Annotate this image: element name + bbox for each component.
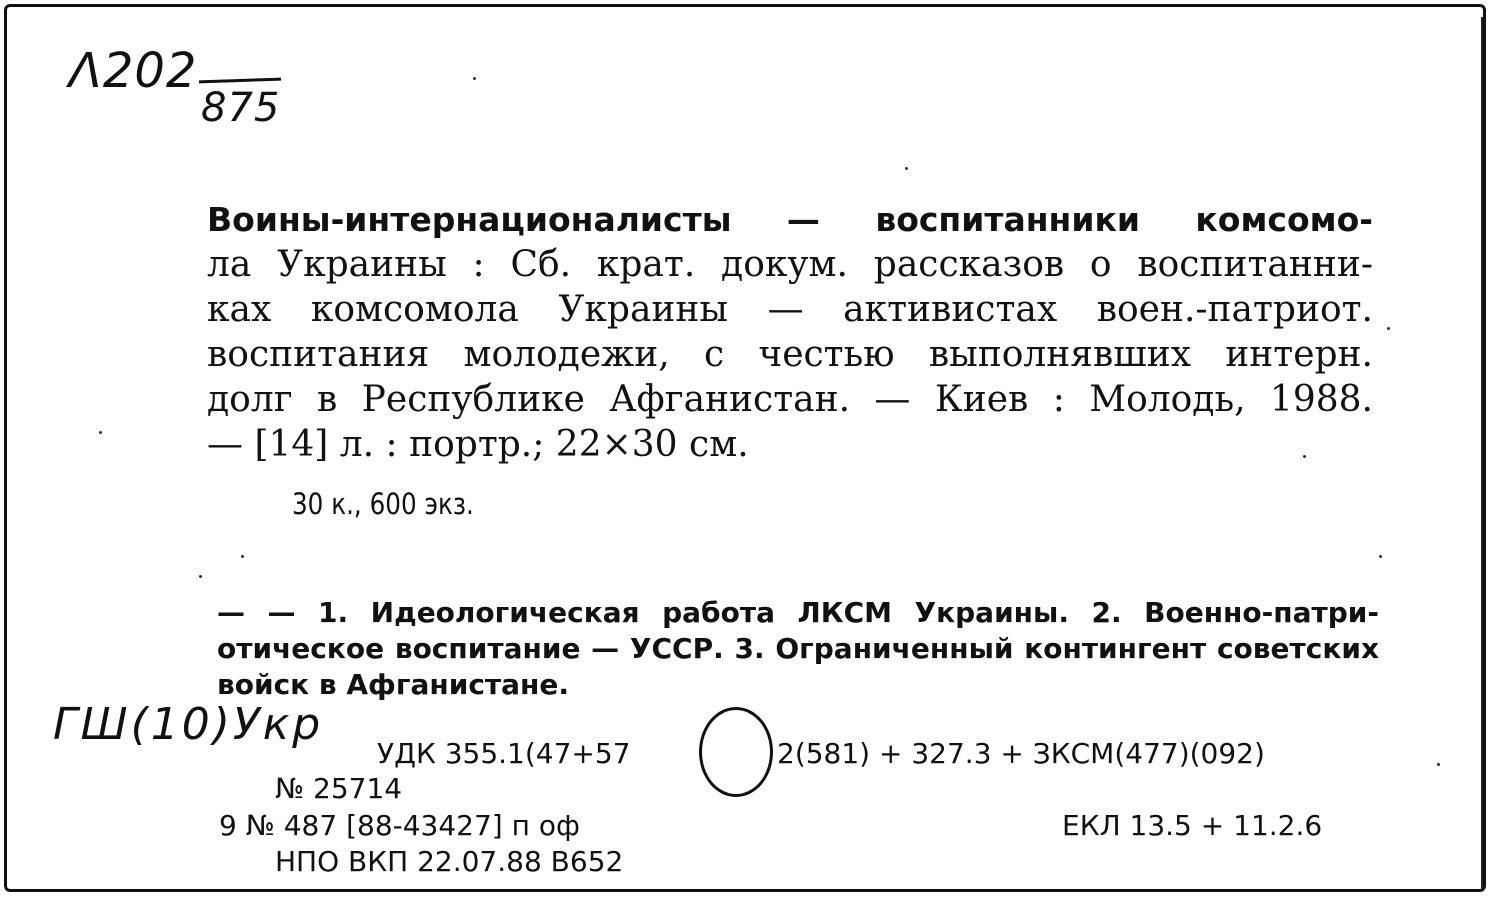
print-speck	[199, 575, 202, 578]
registration-number: № 25714	[275, 772, 403, 805]
print-speck	[1379, 555, 1382, 558]
handwritten-classification-code: ГШ(10)Укр	[53, 699, 324, 750]
subject-headings	[217, 595, 1379, 703]
print-speck	[1303, 455, 1306, 458]
entry-line-4: воспитания молодежи, с честью выполнявших интерн.	[207, 334, 1373, 375]
print-speck	[905, 167, 908, 170]
order-number: 9 № 487 [88-43427] п оф	[219, 809, 580, 842]
print-speck	[241, 555, 244, 558]
entry-line-3: ках комсомола Украины — активистах воен.-патриот.	[207, 289, 1373, 330]
call-number-divider	[199, 78, 281, 84]
print-speck	[1387, 327, 1390, 330]
punch-hole-circle	[699, 707, 773, 797]
entry-line-5: долг в Республике Афганистан. — Киев : Молодь, 1988.	[207, 379, 1373, 420]
handwritten-call-subnumber: 875	[201, 85, 281, 131]
catalog-card	[4, 4, 1486, 892]
subject-line-3: войск в Афганистане.	[217, 668, 570, 701]
price-and-print-run: 30 к., 600 экз.	[292, 487, 474, 521]
entry-line-1: Воины-интернационалисты — воспитанники комсомо-	[207, 200, 1373, 239]
npo-imprint: НПО ВКП 22.07.88 В652	[275, 845, 624, 878]
udk-right: 2(581) + 327.3 + ЗКСМ(477)(092)	[777, 737, 1265, 770]
handwritten-call-number: Λ202	[69, 43, 198, 99]
print-speck	[473, 77, 476, 80]
entry-line-6: — [14] л. : портр.; 22×30 см.	[207, 424, 749, 465]
print-speck	[1437, 763, 1440, 766]
print-speck	[99, 431, 102, 434]
subject-line-2: отическое воспитание — УССР. 3. Ограниченный контингент советских	[217, 632, 1379, 665]
subject-line-1: — — 1. Идеологическая работа ЛКСМ Украины. 2. Военно-патри-	[217, 596, 1379, 629]
udk-left: УДК 355.1(47+57	[377, 737, 631, 770]
entry-line-2: ла Украины : Сб. крат. докум. рассказов о воспитанни-	[207, 244, 1373, 285]
ekl-code: ЕКЛ 13.5 + 11.2.6	[1062, 809, 1323, 842]
bibliographic-entry	[207, 197, 1373, 467]
